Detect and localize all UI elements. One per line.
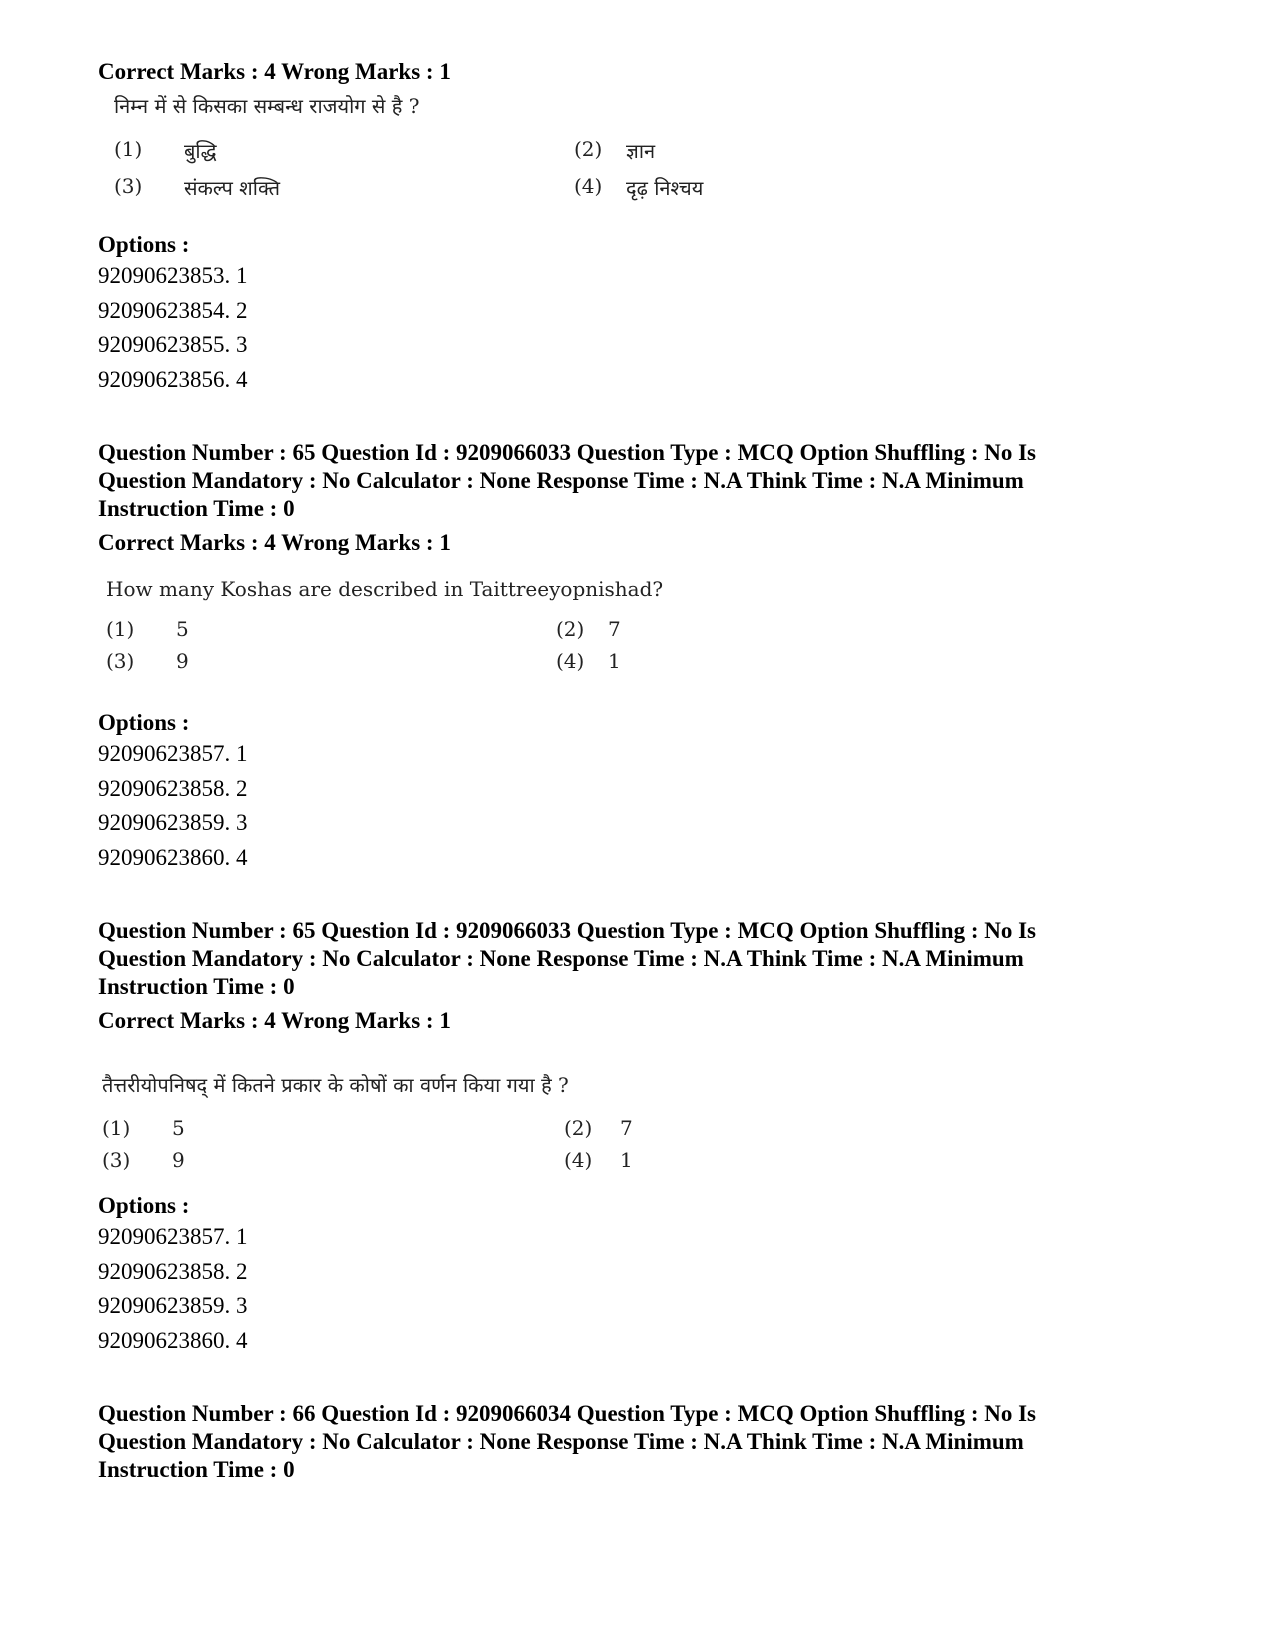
option-line: 92090623858. 2 [98,775,248,801]
option-line: 92090623855. 3 [98,332,248,357]
choice-1: (1) 5 [102,1116,185,1140]
choice-2: (2) 7 [556,617,621,641]
question-text: How many Koshas are described in Taittreeyopnishad? [106,577,664,601]
marks-line: Correct Marks : 4 Wrong Marks : 1 [98,1008,451,1033]
marks-line: Correct Marks : 4 Wrong Marks : 1 [98,530,451,555]
question-text: निम्न में से किसका सम्बन्ध राजयोग से है ? [114,94,420,118]
options-label: Options : [98,710,190,735]
question-image [98,92,1188,201]
option-line: 92090623856. 4 [98,366,248,392]
option-line: 92090623859. 3 [98,1293,248,1318]
option-line: 92090623854. 2 [98,297,248,323]
choice-4: (4) 1 [556,649,621,673]
choice-1: (1) बुद्धि [114,137,217,163]
marks-line: Correct Marks : 4 Wrong Marks : 1 [98,59,451,84]
choice-4: (4) दृढ़ निश्चय [574,174,704,200]
options-label: Options : [98,232,190,257]
choice-2: (2) ज्ञान [574,137,656,163]
choice-3: (3) संकल्प शक्ति [114,174,281,200]
options-label: Options : [98,1193,190,1218]
option-line: 92090623853. 1 [98,263,248,288]
question-image [98,577,1188,673]
question-meta: Question Number : 65 Question Id : 9209066033 Question Type : MCQ Option Shuffling : No Is Question Mandatory : No Calculator : None Response Time : N.A Think Time : N.A Minimum Instruction Time : 0 [98,918,1037,999]
option-line: 92090623858. 2 [98,1258,248,1284]
question-text: तैत्तरीयोपनिषद् में कितने प्रकार के कोषों का वर्णन किया गया है ? [102,1073,569,1097]
option-line: 92090623860. 4 [98,1327,248,1353]
choice-3: (3) 9 [106,649,189,673]
choice-2: (2) 7 [564,1116,633,1140]
option-line: 92090623857. 1 [98,741,248,766]
option-line: 92090623859. 3 [98,810,248,835]
question-block-4 [98,1400,1188,1484]
question-meta: Question Number : 65 Question Id : 9209066033 Question Type : MCQ Option Shuffling : No Is Question Mandatory : No Calculator : None Response Time : N.A Think Time : N.A Minimum Instruction Time : 0 [98,440,1037,521]
option-line: 92090623857. 1 [98,1224,248,1249]
question-block-1 [98,58,1188,397]
question-meta: Question Number : 66 Question Id : 9209066034 Question Type : MCQ Option Shuffling : No Is Question Mandatory : No Calculator : None Response Time : N.A Think Time : N.A Minimum Instruction Time : 0 [98,1401,1037,1482]
document-page [98,58,1188,1484]
choice-4: (4) 1 [564,1148,633,1172]
choice-1: (1) 5 [106,617,189,641]
option-line: 92090623860. 4 [98,844,248,870]
choice-3: (3) 9 [102,1148,185,1172]
question-block-3 [98,917,1188,1358]
question-image [98,1071,1188,1172]
question-block-2 [98,439,1188,875]
